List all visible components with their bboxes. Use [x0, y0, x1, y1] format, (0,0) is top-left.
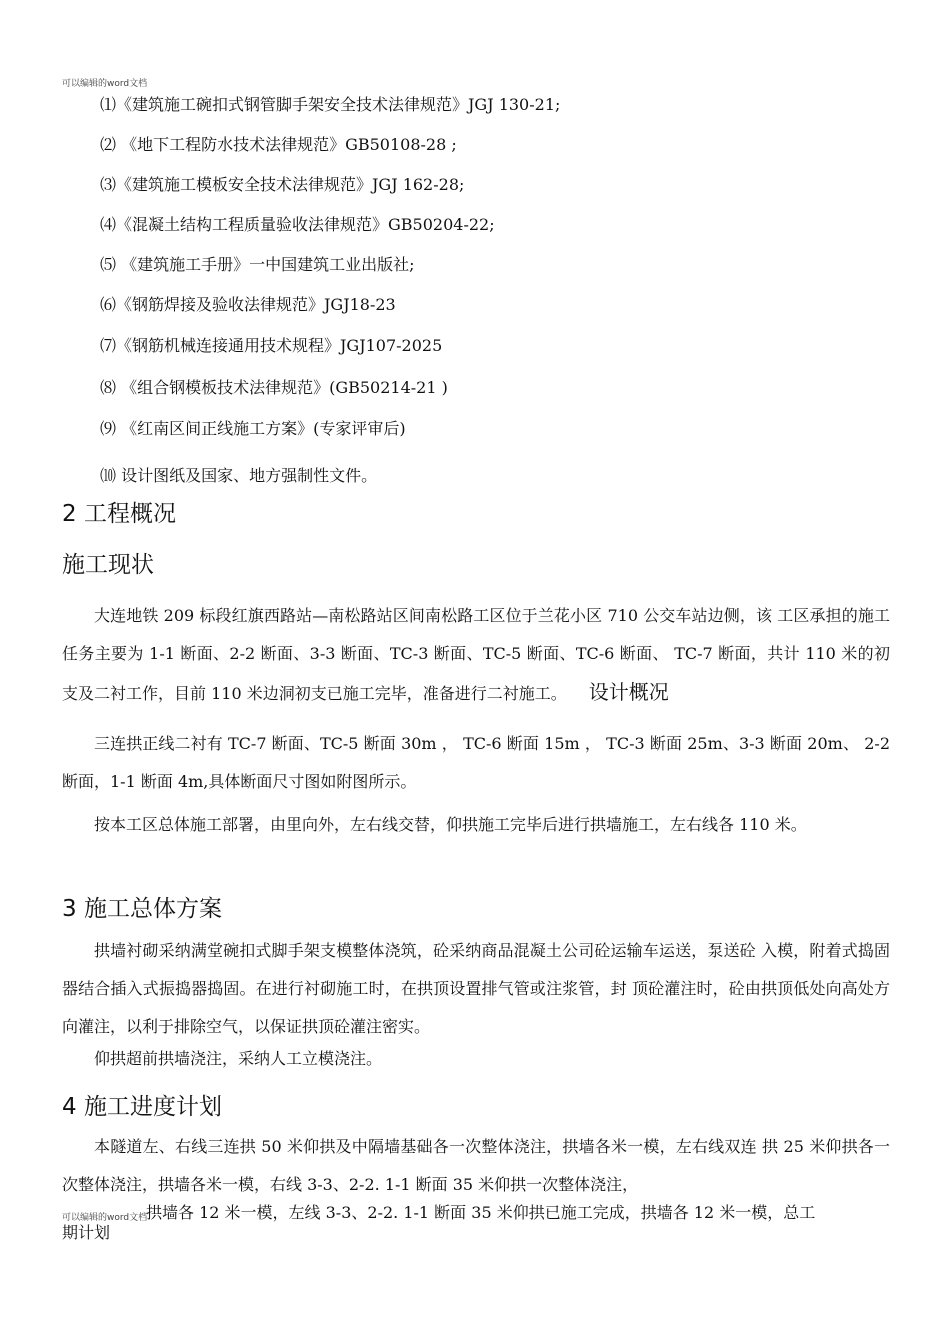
paragraph-text: 大连地铁 209 标段红旗西路站—南松路站区间南松路工区位于兰花小区 710 公交车站边侧，该 工区承担的施工任务主要为 1-1 断面、2-2 断面、3-3 断面、TC-3 断面、TC-5 断面、TC-6 断面、 TC-7 断面，共计 110 米的初支及二衬工作，目前 110 米边洞初支已施工完毕，准备进行二衬施工。: [62, 606, 890, 703]
reference-item: ⑺《钢筋机械连接通用技术规程》JGJ107-2025: [100, 336, 443, 355]
paragraph: [62, 597, 890, 713]
reference-item: ⑸ 《建筑施工手册》一中国建筑工业出版社;: [100, 255, 415, 274]
section-heading: 4 施工进度计划: [62, 1094, 222, 1120]
section-heading: 2 工程概况: [62, 501, 176, 527]
reference-item: ⑼ 《红南区间正线施工方案》(专家评审后): [100, 419, 406, 438]
reference-item: ⑻ 《组合钢模板技术法律规范》(GB50214-21 ): [100, 378, 448, 397]
reference-item: ⑹《钢筋焊接及验收法律规范》JGJ18-23: [100, 295, 396, 314]
watermark-top: 可以编辑的word文档: [62, 79, 148, 89]
paragraph: 本隧道左、右线三连拱 50 米仰拱及中隔墙基础各一次整体浇注，拱墙各米一模，左右线双连 拱 25 米仰拱各一次整体浇注，拱墙各米一模，右线 3-3、2-2. 1-1 断面 35 米仰拱一次整体浇注，: [62, 1137, 890, 1194]
reference-item: ⑶《建筑施工模板安全技术法律规范》JGJ 162-28;: [100, 175, 465, 194]
reference-item: ⑽ 设计图纸及国家、地方强制性文件。: [100, 466, 378, 485]
paragraph: 仰拱超前拱墙浇注，采纳人工立模浇注。: [94, 1049, 383, 1068]
paragraph: 三连拱正线二衬有 TC-7 断面、TC-5 断面 30m ， TC-6 断面 15m ， TC-3 断面 25m、3-3 断面 20m、 2-2 断面，1-1 断面 4m,具体断面尺寸图如附图所示。: [62, 734, 890, 791]
reference-item: ⑴《建筑施工碗扣式钢管脚手架安全技术法律规范》JGJ 130-21;: [100, 95, 561, 114]
watermark-bottom: 可以编辑的word文档: [62, 1213, 148, 1223]
subsection-heading: 施工现状: [62, 552, 154, 578]
paragraph: 按本工区总体施工部署，由里向外，左右线交替，仰拱施工完毕后进行拱墙施工，左右线各 110 米。: [94, 815, 807, 834]
paragraph: 拱墙衬砌采纳满堂碗扣式脚手架支模整体浇筑，砼采纳商品混凝土公司砼运输车运送，泵送砼 入模，附着式捣固器结合插入式振捣器捣固。在进行衬砌施工时，在拱顶设置排气管或注浆管，封 顶砼灌注时，砼由拱顶低处向高处方向灌注，以利于排除空气，以保证拱顶砼灌注密实。: [62, 941, 890, 1036]
paragraph-continuation: 拱墙各 12 米一模，左线 3-3、2-2. 1-1 断面 35 米仰拱已施工完成，拱墙各 12 米一模，总工: [146, 1203, 816, 1222]
paragraph-continuation: 期计划: [62, 1223, 111, 1242]
reference-item: ⑷《混凝土结构工程质量验收法律规范》GB50204-22;: [100, 215, 495, 234]
reference-item: ⑵ 《地下工程防水技术法律规范》GB50108-28 ;: [100, 135, 457, 154]
section-heading: 3 施工总体方案: [62, 896, 222, 922]
subsection-heading-inline: 设计概况: [588, 680, 669, 704]
